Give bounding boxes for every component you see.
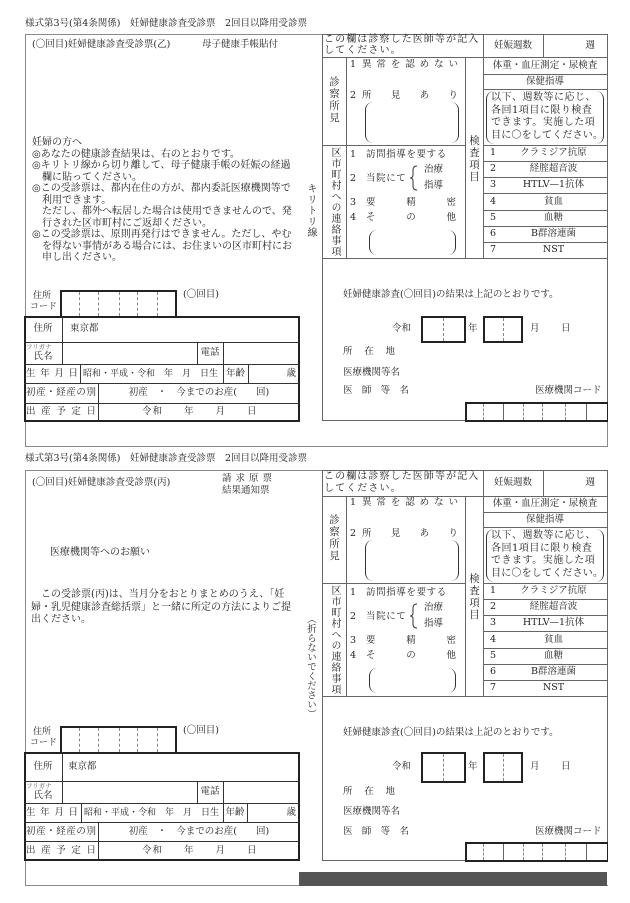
due-date-value[interactable]: 令和 年 月 日 <box>142 845 258 856</box>
form-title: (〇回目)妊婦健康診査受診票(乙) <box>32 39 171 50</box>
standard-check: 保健指導 <box>525 75 564 87</box>
divider <box>483 527 607 528</box>
doctor-instruction: この欄は診察した医師等が記入 <box>324 471 480 482</box>
parity-value[interactable]: 初産 ・ 今までのお産( 回) <box>128 387 270 398</box>
findings-option-no: 1 <box>350 59 357 70</box>
digit-divider <box>98 728 99 752</box>
parity-value[interactable]: 初産 ・ 今までのお産( 回) <box>128 825 270 837</box>
digit-divider <box>565 844 566 860</box>
digit-divider <box>565 404 566 420</box>
test-no: 7 <box>490 244 497 255</box>
divider <box>483 145 607 146</box>
findings-option-abnormal[interactable]: 所見あり <box>362 90 458 101</box>
findings-option-no: 2 <box>350 90 357 101</box>
notice-heading: 妊婦の方へ <box>32 137 82 148</box>
digit-divider <box>443 754 444 781</box>
birthdate-value[interactable]: 昭和・平成・令和 年 月 日生 <box>83 368 219 379</box>
test-item[interactable]: B群溶連菌 <box>531 666 576 677</box>
birthdate-value[interactable]: 昭和・平成・令和 年 月 日生 <box>84 807 220 818</box>
notice-line: 利用できます。 <box>32 194 112 206</box>
request-line: 出ください。 <box>31 614 91 625</box>
due-date-value[interactable]: 令和 年 月 日 <box>142 406 258 417</box>
divider <box>483 583 607 584</box>
doctor-instruction: してください。 <box>324 45 402 56</box>
parity-label: 初産・経産の別 <box>26 387 96 398</box>
due-date-label: 出産予定日 <box>26 845 96 856</box>
voucher-form-hei <box>0 436 630 888</box>
divider <box>483 680 607 681</box>
test-item[interactable]: NST <box>542 244 565 255</box>
digit-divider <box>157 292 158 316</box>
digit-divider <box>503 844 504 860</box>
curly-brace-icon <box>409 165 418 191</box>
doctor-name-label: 医師等名 <box>343 385 409 396</box>
name-label: 氏名 <box>33 351 53 362</box>
notice-line: ただし、都外へ転居した場合は使用できませんので、発 <box>32 206 292 217</box>
divider <box>483 89 607 90</box>
parity-label: 初産・経産の別 <box>26 825 96 837</box>
contact-option-this-clinic[interactable]: 当院にて <box>366 611 407 622</box>
test-item[interactable]: 貧血 <box>543 195 563 207</box>
test-no: 4 <box>490 633 497 645</box>
test-item[interactable]: B群溶連菌 <box>531 228 576 239</box>
digit-divider <box>503 318 504 341</box>
contact-option-no: 4 <box>350 650 357 661</box>
age-label: 年齢 <box>225 367 245 379</box>
test-no: 3 <box>490 179 497 190</box>
divider <box>465 496 466 696</box>
digit-divider <box>119 292 120 316</box>
address-code-label: 住所 <box>33 727 52 737</box>
divider <box>322 696 607 697</box>
test-item[interactable]: クラミジア抗原 <box>520 585 587 596</box>
test-no: 2 <box>490 163 497 174</box>
request-line: 婦・乳児健康診査総括票」と一緒に所定の方法によりご提 <box>31 601 291 613</box>
test-item[interactable]: HTLV—1抗体 <box>522 617 585 628</box>
gestational-weeks-label: 妊娠週数 <box>493 477 532 488</box>
institution-code-label: 医療機関コード <box>535 385 602 396</box>
test-no: 5 <box>490 650 497 661</box>
birthdate-label: 生年月日 <box>26 367 78 379</box>
test-note-line: できます。実施した項 <box>491 555 596 566</box>
contact-option-no: 1 <box>350 149 357 160</box>
divider <box>346 496 347 696</box>
institution-code-label: 医療機関コード <box>535 826 602 837</box>
row-divider <box>24 803 300 804</box>
date-year-unit: 年 <box>468 761 478 772</box>
phone-label: 電話 <box>200 347 220 358</box>
divider <box>322 583 465 584</box>
contact-sub-guidance[interactable]: 指導 <box>424 618 444 629</box>
row-divider <box>24 822 300 823</box>
divider <box>322 258 607 259</box>
contact-option-no: 4 <box>350 212 357 223</box>
findings-detail-field[interactable] <box>365 102 459 143</box>
address-code-label: コード <box>30 302 58 312</box>
test-no: 6 <box>490 666 497 677</box>
test-item[interactable]: クラミジア抗原 <box>520 147 587 158</box>
request-line: この受診票(丙)は、当月分をおとりまとめのうえ、「妊 <box>31 589 285 600</box>
col-divider <box>81 803 82 822</box>
notice-line: 申し出ください。 <box>32 252 122 263</box>
findings-option-abnormal[interactable]: 所見あり <box>362 528 458 539</box>
date-month-unit: 月 <box>530 323 540 334</box>
test-items-label: 検査項目 <box>468 135 480 183</box>
digit-divider <box>483 404 484 420</box>
contact-detail-field[interactable] <box>369 230 456 255</box>
divider <box>322 145 465 146</box>
digit-divider <box>586 404 587 420</box>
standard-check: 体重・血圧測定・尿検査 <box>492 59 598 71</box>
contact-sub-treatment[interactable]: 治療 <box>424 164 444 175</box>
institution-name-label: 医療機関等名 <box>343 367 401 378</box>
result-statement: 妊婦健康診査(〇回目)の結果は上記のとおりです。 <box>343 289 559 300</box>
digit-divider <box>119 728 120 752</box>
test-note-line: 目に〇をしてください。 <box>491 567 604 579</box>
divider <box>483 599 607 600</box>
address-label: 住所 <box>33 761 53 772</box>
contact-option-home-visit[interactable]: 訪問指導を要する <box>366 587 447 598</box>
name-field[interactable] <box>63 782 196 802</box>
location-label: 所在地 <box>343 786 395 797</box>
test-item[interactable]: 血糖 <box>543 212 563 223</box>
gestational-weeks-label: 妊娠週数 <box>493 40 532 51</box>
contact-option-no: 3 <box>350 197 357 208</box>
test-item[interactable]: 血糖 <box>543 650 563 661</box>
divider <box>483 242 607 243</box>
divider <box>465 57 466 258</box>
gestational-weeks-field[interactable]: 週 <box>585 40 595 51</box>
test-item[interactable]: NST <box>542 682 565 693</box>
row-divider <box>24 364 300 365</box>
doctor-instruction: してください。 <box>324 483 402 494</box>
digit-divider <box>483 844 484 860</box>
test-no: 1 <box>490 585 497 596</box>
digit-divider <box>137 728 138 752</box>
address-code-label: コード <box>30 738 58 748</box>
stamp-line: 請求原票 <box>222 473 272 484</box>
findings-option-no: 1 <box>350 497 357 508</box>
test-no: 7 <box>490 682 497 693</box>
standard-check: 体重・血圧測定・尿検査 <box>492 498 598 509</box>
doctor-instruction: この欄は診察した医師等が記入 <box>324 33 480 45</box>
findings-detail-field[interactable] <box>365 540 459 581</box>
visit-count-label: (〇回目) <box>183 289 219 300</box>
address-value[interactable]: 東京都 <box>68 761 97 772</box>
test-note-line: 以下、週数等に応じ、 <box>491 530 596 541</box>
digit-divider <box>157 728 158 752</box>
digit-divider <box>523 404 524 420</box>
digit-divider <box>523 844 524 860</box>
form-title: (〇回目)妊婦健康診査受診票(丙) <box>32 477 171 488</box>
contact-option-detailed-exam[interactable]: 要精密 <box>366 197 456 208</box>
contact-label: 区市町村への連絡事項 <box>329 147 340 257</box>
notice-line: ◎キリトリ線から切り離して、母子健康手帳の妊娠の経過 <box>32 160 291 171</box>
institution-name-label: 医療機関等名 <box>343 806 401 817</box>
col-divider <box>80 364 81 383</box>
location-label: 所在地 <box>343 346 395 357</box>
digit-divider <box>79 292 80 316</box>
divider <box>483 664 607 665</box>
date-day-unit: 日 <box>561 323 571 334</box>
test-no: 1 <box>490 147 497 158</box>
age-field[interactable]: 歳 <box>286 806 296 818</box>
phone-label: 電話 <box>200 786 220 797</box>
date-month-unit: 月 <box>530 761 540 772</box>
notice-line: を得ない事情がある場合には、お住まいの区市町村にお <box>32 240 292 252</box>
divider <box>483 193 607 194</box>
findings-option-normal[interactable]: 異常を認めない <box>362 497 458 508</box>
digit-divider <box>586 844 587 860</box>
date-era: 令和 <box>392 323 412 334</box>
contact-option-other[interactable]: その他 <box>366 212 456 223</box>
contact-option-home-visit[interactable]: 訪問指導を要する <box>366 149 447 160</box>
phone-field[interactable] <box>224 343 298 363</box>
do-not-fold-label: （折らないでください） <box>305 614 316 719</box>
request-heading: 医療機関等へのお願い <box>50 547 150 558</box>
test-item[interactable]: HTLV—1抗体 <box>522 179 585 190</box>
furigana-label: フリガナ <box>26 343 52 351</box>
name-field[interactable] <box>63 343 196 363</box>
test-items-label: 検査項目 <box>468 573 480 621</box>
divider <box>346 57 347 258</box>
row-divider <box>24 403 300 404</box>
form-header: 様式第3号(第4条関係) 妊婦健康診査受診票 2回目以降用受診票 <box>25 453 308 464</box>
findings-label: 診察所見 <box>328 76 340 124</box>
doctor-name-label: 医師等名 <box>343 826 409 837</box>
divider <box>483 631 607 632</box>
digit-divider <box>137 292 138 316</box>
divider <box>483 648 607 649</box>
date-year-unit: 年 <box>468 323 478 334</box>
curly-brace-icon <box>409 603 418 629</box>
contact-option-no: 2 <box>350 611 357 622</box>
date-era: 令和 <box>392 761 412 772</box>
divider <box>483 177 607 178</box>
contact-detail-field[interactable] <box>369 668 456 693</box>
contact-option-detailed-exam[interactable]: 要精密 <box>366 635 456 646</box>
gestational-weeks-field[interactable]: 週 <box>585 477 595 488</box>
notice-line: ◎あなたの健康診査結果は、右のとおりです。 <box>32 148 240 160</box>
contact-option-other[interactable]: その他 <box>366 650 456 661</box>
divider <box>483 226 607 227</box>
contact-sub-treatment[interactable]: 治療 <box>424 602 444 613</box>
findings-option-no: 2 <box>350 528 357 539</box>
contact-label: 区市町村への連絡事項 <box>329 585 340 695</box>
phone-field[interactable] <box>224 782 298 802</box>
divider <box>483 210 607 211</box>
result-statement: 妊婦健康診査(〇回目)の結果は上記のとおりです。 <box>343 727 559 738</box>
test-no: 5 <box>490 212 497 223</box>
contact-option-no: 3 <box>350 635 357 646</box>
test-note-line: 各回1項目に限り検査 <box>491 104 593 116</box>
row-divider <box>24 383 300 384</box>
furigana-label: フリガナ <box>26 782 52 790</box>
test-no: 3 <box>490 617 497 628</box>
contact-option-this-clinic[interactable]: 当院にて <box>366 173 407 184</box>
date-day-unit: 日 <box>561 761 571 772</box>
test-note-line: 各回1項目に限り検査 <box>491 542 593 554</box>
notice-line: 行された区市町村にご返却ください。 <box>32 217 212 229</box>
bottom-bar <box>299 872 607 886</box>
test-item[interactable]: 貧血 <box>543 633 563 645</box>
notice-line: ◎この受診票は、都内在住の方が、都内委託医療機関等で <box>32 183 291 194</box>
divider <box>483 161 607 162</box>
address-label: 住所 <box>33 323 53 334</box>
birthdate-label: 生年月日 <box>26 806 78 818</box>
stamp-line: 結果通知票 <box>222 485 270 496</box>
test-note-line: できます。実施した項 <box>491 117 596 128</box>
digit-divider <box>503 404 504 420</box>
test-no: 2 <box>490 601 497 612</box>
age-field[interactable]: 歳 <box>286 367 296 379</box>
digit-divider <box>79 728 80 752</box>
notice-line: ◎この受診票は、原則再発行はできません。ただし、やむ <box>32 229 292 240</box>
age-label: 年齢 <box>225 806 245 818</box>
name-label: 氏名 <box>33 790 53 801</box>
test-item[interactable]: 経腟超音波 <box>529 163 578 174</box>
divider <box>483 615 607 616</box>
contact-option-no: 1 <box>350 587 357 598</box>
row-divider <box>24 841 300 842</box>
due-date-label: 出産予定日 <box>26 406 96 417</box>
notice-line: 欄に貼ってください。 <box>32 171 142 183</box>
contact-option-no: 2 <box>350 173 357 184</box>
test-no: 4 <box>490 195 497 207</box>
test-item[interactable]: 経腟超音波 <box>529 601 578 612</box>
findings-label: 診察所見 <box>328 514 340 562</box>
digit-divider <box>503 754 504 781</box>
test-no: 6 <box>490 228 497 239</box>
test-note-line: 以下、週数等に応じ、 <box>491 92 596 103</box>
attach-note: 母子健康手帳貼付 <box>202 39 279 50</box>
standard-check: 保健指導 <box>525 513 564 525</box>
address-code-label: 住所 <box>33 291 52 301</box>
visit-count-label: (〇回目) <box>183 725 219 736</box>
findings-option-normal[interactable]: 異常を認めない <box>362 59 458 70</box>
digit-divider <box>98 292 99 316</box>
cut-line-label: キリトリ線 <box>305 183 316 238</box>
digit-divider <box>542 844 543 860</box>
digit-divider <box>542 404 543 420</box>
digit-divider <box>443 318 444 341</box>
form-header: 様式第3号(第4条関係) 妊婦健康診査受診票 2回目以降用受診票 <box>25 18 308 29</box>
test-note-line: 目に〇をしてください。 <box>491 129 604 141</box>
address-value[interactable]: 東京都 <box>70 323 99 334</box>
contact-sub-guidance[interactable]: 指導 <box>424 180 444 191</box>
